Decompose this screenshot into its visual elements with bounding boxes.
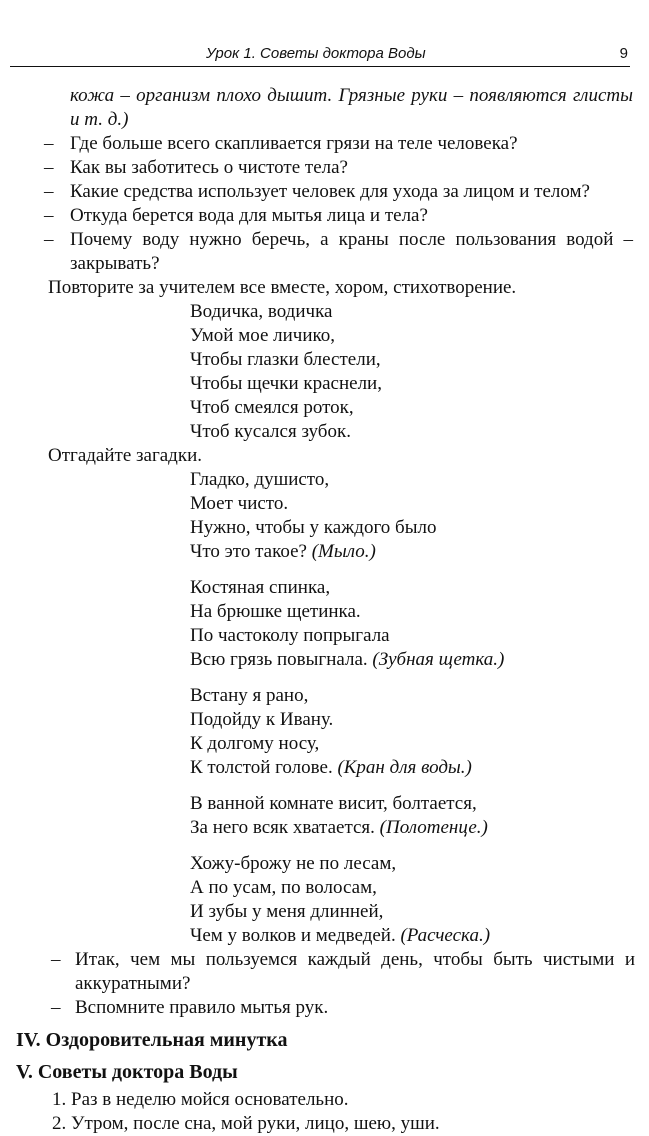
riddles-instruction: Отгадайте загадки. (48, 445, 202, 466)
list-item: – Итак, чем мы пользуемся каждый день, чтобы быть чистыми и аккуратными? (51, 949, 635, 994)
final-question-list (0, 948, 649, 1020)
question-list (0, 132, 649, 276)
running-title: Урок 1. Советы доктора Воды (206, 45, 426, 62)
riddle-answer: (Расческа.) (400, 925, 491, 946)
advice-list (0, 1088, 649, 1136)
riddle-toothbrush: Костяная спинка, На брюшке щетинка. По частоколу попрыгала Всю грязь повыгнала. (Зубная щетка.) (190, 577, 505, 670)
riddle-towel: В ванной комнате висит, болтается, За него всяк хватается. (Полотенце.) (190, 793, 488, 838)
riddle-comb: Хожу-брожу не по лесам, А по усам, по волосам, И зубы у меня длинней, Чем у волков и медведей. (Расческа.) (190, 853, 491, 946)
page-header (10, 44, 630, 67)
poem (190, 300, 649, 444)
riddle-soap: Гладко, душисто, Моет чисто. Нужно, чтобы у каждого было Что это такое? (Мыло.) (190, 469, 437, 562)
poem-line: Чтобы глазки блестели, (190, 349, 381, 370)
page-body (0, 84, 649, 1136)
poem-line: Водичка, водичка (190, 301, 333, 322)
poem-line: Чтобы щечки краснели, (190, 373, 382, 394)
list-item: – Вспомните правило мытья рук. (51, 997, 329, 1018)
riddle-answer: (Кран для воды.) (337, 757, 472, 778)
page-number: 9 (619, 45, 628, 62)
riddle-answer: (Полотенце.) (379, 817, 488, 838)
list-item: – Откуда берется вода для мытья лица и тела? (44, 205, 428, 226)
list-item: 1. Раз в неделю мойся основательно. (52, 1089, 349, 1110)
list-item: – Почему воду нужно беречь, а краны после пользования водой – закрывать? (44, 229, 633, 274)
riddle-faucet: Встану я рано, Подойду к Ивану. К долгому носу, К толстой голове. (Кран для воды.) (190, 685, 472, 778)
riddle-answer: (Мыло.) (311, 541, 376, 562)
intro-italic: кожа – организм плохо дышит. Грязные руки – появляются глисты и т. д.) (70, 85, 633, 130)
riddle-answer: (Зубная щетка.) (372, 649, 505, 670)
poem-line: Чтоб смеялся роток, (190, 397, 354, 418)
list-item: 2. Утром, после сна, мой руки, лицо, шею, уши. (52, 1113, 440, 1134)
section-heading-v: V. Советы доктора Воды (16, 1061, 238, 1083)
list-item: – Какие средства использует человек для ухода за лицом и телом? (44, 181, 590, 202)
poem-line: Чтоб кусался зубок. (190, 421, 351, 442)
list-item: – Где больше всего скапливается грязи на теле человека? (44, 133, 518, 154)
section-heading-iv: IV. Оздоровительная минутка (16, 1029, 288, 1051)
poem-line: Умой мое личико, (190, 325, 336, 346)
repeat-instruction: Повторите за учителем все вместе, хором, стихотворение. (48, 277, 517, 298)
list-item: – Как вы заботитесь о чистоте тела? (44, 157, 348, 178)
